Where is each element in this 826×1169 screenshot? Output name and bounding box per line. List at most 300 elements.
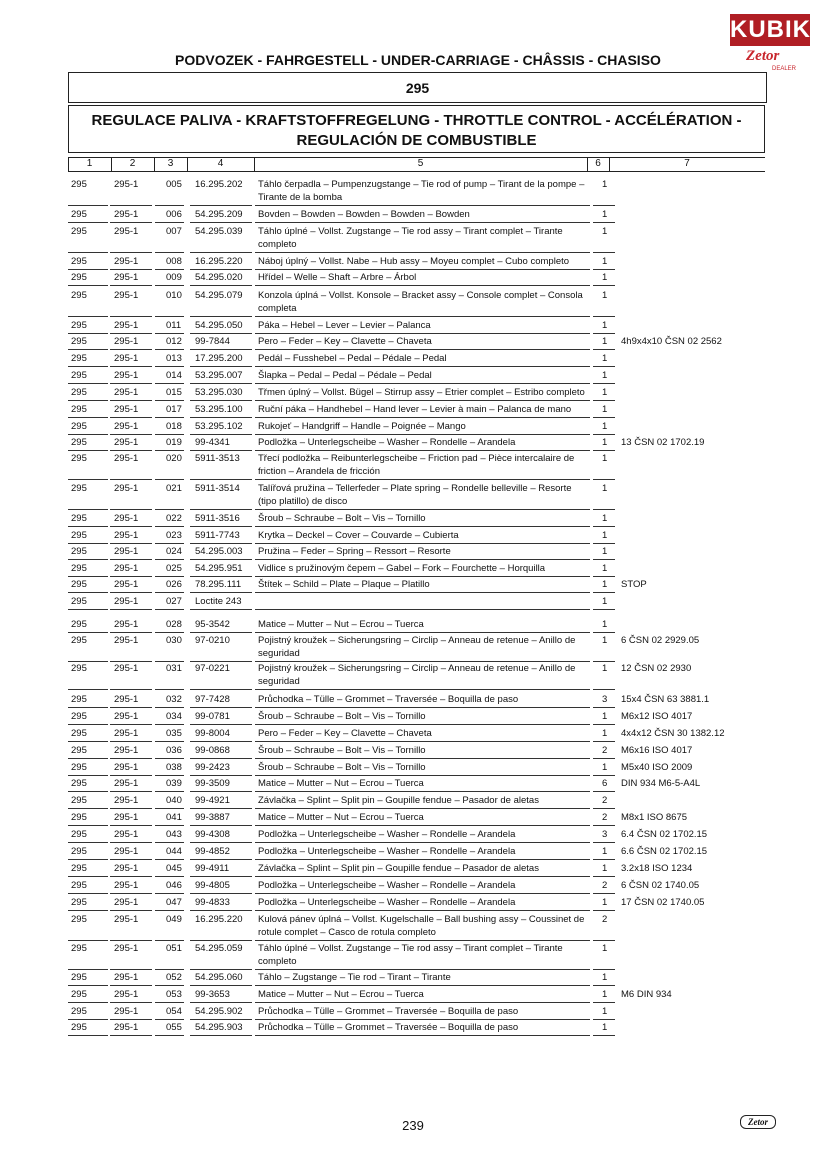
cell-description [258, 546, 590, 559]
row-rule [255, 825, 590, 826]
cell-group: 295 [71, 635, 87, 646]
cell-position: 008 [166, 256, 182, 267]
row-rule [190, 269, 252, 270]
row-rule [190, 1002, 252, 1003]
cell-figure: 295-1 [114, 745, 139, 756]
cell-part-number: 99-4341 [195, 437, 230, 448]
row-rule [110, 543, 152, 544]
cell-quantity: 1 [602, 663, 608, 674]
cell-note: M8x1 ISO 8675 [621, 812, 688, 823]
row-rule [110, 559, 152, 560]
cell-figure: 295-1 [114, 694, 139, 705]
row-rule [68, 543, 108, 544]
cell-quantity: 2 [602, 914, 608, 925]
cell-description [258, 256, 590, 269]
row-rule [68, 775, 108, 776]
description-line: Štítek – Schild – Plate – Plaque – Platillo [258, 579, 430, 590]
row-rule [155, 632, 184, 633]
cell-position: 046 [166, 880, 182, 891]
cell-part-number: 5911-3513 [195, 453, 240, 464]
cell-figure: 295-1 [114, 387, 139, 398]
row-rule [593, 526, 615, 527]
cell-figure: 295-1 [114, 596, 139, 607]
cell-position: 010 [166, 290, 182, 301]
cell-description [258, 846, 590, 859]
cell-part-number: 97-7428 [195, 694, 230, 705]
row-rule [110, 791, 152, 792]
cell-description [258, 353, 590, 366]
cell-position: 027 [166, 596, 182, 607]
cell-group: 295 [71, 619, 87, 630]
cell-figure: 295-1 [114, 972, 139, 983]
cell-group: 295 [71, 453, 87, 464]
cell-note: STOP [621, 579, 647, 590]
row-rule [190, 689, 252, 690]
cell-figure: 295-1 [114, 711, 139, 722]
row-rule [190, 876, 252, 877]
row-rule [255, 205, 590, 206]
cell-group: 295 [71, 778, 87, 789]
row-rule [190, 661, 252, 662]
cell-description [258, 209, 590, 222]
row-rule [190, 400, 252, 401]
cell-figure: 295-1 [114, 421, 139, 432]
cell-description [258, 483, 590, 508]
row-rule [155, 592, 184, 593]
row-rule [155, 775, 184, 776]
row-rule [110, 252, 152, 253]
row-rule [68, 969, 108, 970]
row-rule [110, 450, 152, 451]
description-line: Náboj úplný – Vollst. Nabe – Hub assy – Moyeu complet – Cubo completo [258, 256, 570, 267]
cell-position: 020 [166, 453, 182, 464]
cell-quantity: 1 [602, 897, 608, 908]
cell-part-number: 53.295.102 [195, 421, 243, 432]
description-line: Hřídel – Welle – Shaft – Arbre – Árbol [258, 272, 417, 283]
row-rule [190, 576, 252, 577]
cell-figure: 295-1 [114, 579, 139, 590]
cell-note: 4x4x12 ČSN 30 1382.12 [621, 728, 725, 739]
row-rule [110, 632, 152, 633]
cell-quantity: 1 [602, 353, 608, 364]
cell-figure: 295-1 [114, 404, 139, 415]
cell-description [258, 513, 590, 526]
row-rule [190, 349, 252, 350]
cell-position: 024 [166, 546, 182, 557]
row-rule [68, 450, 108, 451]
row-rule [68, 222, 108, 223]
row-rule [190, 910, 252, 911]
row-rule [155, 876, 184, 877]
cell-note: 17 ČSN 02 1740.05 [621, 897, 705, 908]
cell-description [258, 1006, 590, 1019]
cell-part-number: 99-3653 [195, 989, 230, 1000]
row-rule [110, 758, 152, 759]
cell-part-number: 99-3509 [195, 778, 230, 789]
cell-group: 295 [71, 762, 87, 773]
cell-position: 055 [166, 1022, 182, 1033]
row-rule [110, 859, 152, 860]
row-rule [255, 859, 590, 860]
column-header-row [68, 157, 765, 172]
cell-group: 295 [71, 972, 87, 983]
row-rule [68, 349, 108, 350]
row-rule [190, 252, 252, 253]
row-rule [190, 791, 252, 792]
cell-description [258, 762, 590, 775]
row-rule [255, 609, 590, 610]
row-rule [68, 1035, 108, 1036]
row-rule [110, 592, 152, 593]
row-rule [255, 775, 590, 776]
cell-quantity: 2 [602, 880, 608, 891]
row-rule [110, 205, 152, 206]
cell-description [258, 972, 590, 985]
cell-position: 005 [166, 179, 182, 190]
row-rule [68, 576, 108, 577]
cell-part-number: 99-0781 [195, 711, 230, 722]
cell-position: 014 [166, 370, 182, 381]
cell-part-number: 54.295.903 [195, 1022, 243, 1033]
row-rule [190, 808, 252, 809]
cell-position: 040 [166, 795, 182, 806]
column-header-3: 3 [167, 158, 174, 169]
row-rule [68, 1002, 108, 1003]
row-rule [255, 1002, 590, 1003]
row-rule [593, 479, 615, 480]
row-rule [593, 349, 615, 350]
row-rule [255, 808, 590, 809]
row-rule [255, 333, 590, 334]
row-rule [68, 859, 108, 860]
row-rule [593, 269, 615, 270]
row-rule [190, 859, 252, 860]
cell-quantity: 1 [602, 579, 608, 590]
description-line: Třmen úplný – Vollst. Bügel – Stirrup assy – Etrier complet – Estribo completo [258, 387, 585, 398]
row-rule [190, 724, 252, 725]
cell-group: 295 [71, 546, 87, 557]
cell-part-number: 5911-3516 [195, 513, 240, 524]
cell-note: 12 ČSN 02 2930 [621, 663, 692, 674]
row-rule [190, 969, 252, 970]
description-line: Podložka – Unterlegscheibe – Washer – Rondelle – Arandela [258, 846, 516, 857]
dealer-logo-text: DEALER [772, 66, 797, 72]
cell-position: 023 [166, 530, 182, 541]
row-rule [110, 940, 152, 941]
cell-position: 028 [166, 619, 182, 630]
cell-quantity: 1 [602, 989, 608, 1000]
cell-part-number: 54.295.050 [195, 320, 243, 331]
cell-part-number: 99-8004 [195, 728, 230, 739]
row-rule [255, 526, 590, 527]
row-rule [255, 450, 590, 451]
row-rule [593, 808, 615, 809]
row-rule [155, 576, 184, 577]
row-rule [110, 1035, 152, 1036]
cell-quantity: 1 [602, 387, 608, 398]
row-rule [593, 689, 615, 690]
row-rule [68, 910, 108, 911]
row-rule [110, 689, 152, 690]
row-rule [110, 366, 152, 367]
row-rule [155, 509, 184, 510]
row-rule [190, 366, 252, 367]
row-rule [110, 707, 152, 708]
description-line: Podložka – Unterlegscheibe – Washer – Rondelle – Arandela [258, 897, 516, 908]
row-rule [110, 910, 152, 911]
cell-figure: 295-1 [114, 290, 139, 301]
row-rule [190, 985, 252, 986]
row-rule [155, 758, 184, 759]
row-rule [593, 316, 615, 317]
row-rule [190, 205, 252, 206]
cell-quantity: 6 [602, 778, 608, 789]
row-rule [255, 741, 590, 742]
cell-group: 295 [71, 437, 87, 448]
row-rule [593, 252, 615, 253]
row-rule [190, 609, 252, 610]
row-rule [110, 285, 152, 286]
cell-description [258, 795, 590, 808]
cell-figure: 295-1 [114, 546, 139, 557]
cell-group: 295 [71, 320, 87, 331]
cell-part-number: 99-0868 [195, 745, 230, 756]
row-rule [255, 479, 590, 480]
row-rule [190, 333, 252, 334]
cell-quantity: 1 [602, 546, 608, 557]
cell-part-number: 99-4308 [195, 829, 230, 840]
description-line: Táhlo úplné – Vollst. Zugstange – Tie rod assy – Tirant complet – Tirante [258, 943, 563, 954]
description-line: Pero – Feder – Key – Clavette – Chaveta [258, 728, 432, 739]
cell-position: 025 [166, 563, 182, 574]
cell-quantity: 1 [602, 421, 608, 432]
cell-position: 019 [166, 437, 182, 448]
cell-quantity: 1 [602, 846, 608, 857]
row-rule [68, 1019, 108, 1020]
cell-position: 031 [166, 663, 182, 674]
cell-description [258, 530, 590, 543]
row-rule [110, 222, 152, 223]
cell-figure: 295-1 [114, 863, 139, 874]
row-rule [68, 592, 108, 593]
cell-group: 295 [71, 728, 87, 739]
row-rule [68, 808, 108, 809]
row-rule [110, 526, 152, 527]
row-rule [255, 791, 590, 792]
row-rule [255, 985, 590, 986]
row-rule [255, 632, 590, 633]
cell-description [258, 437, 590, 450]
row-rule [593, 707, 615, 708]
section-title-line2: REGULACIÓN DE COMBUSTIBLE [296, 132, 537, 149]
row-rule [155, 791, 184, 792]
description-line: completo [258, 238, 297, 250]
cell-quantity: 1 [602, 437, 608, 448]
row-rule [110, 269, 152, 270]
cell-part-number: 54.295.003 [195, 546, 243, 557]
description-line: Ruční páka – Handhebel – Hand lever – Levier à main – Palanca de mano [258, 404, 572, 415]
row-rule [155, 1035, 184, 1036]
row-rule [255, 543, 590, 544]
cell-quantity: 1 [602, 530, 608, 541]
cell-quantity: 1 [602, 320, 608, 331]
cell-quantity: 1 [602, 404, 608, 415]
cell-description [258, 404, 590, 417]
row-rule [593, 417, 615, 418]
row-rule [255, 893, 590, 894]
cell-group: 295 [71, 563, 87, 574]
description-line: Pedál – Fusshebel – Pedal – Pédale – Pedal [258, 353, 447, 364]
row-rule [190, 758, 252, 759]
cell-part-number: 99-4852 [195, 846, 230, 857]
cell-part-number: 54.295.951 [195, 563, 243, 574]
cell-description [258, 745, 590, 758]
cell-quantity: 1 [602, 635, 608, 646]
row-rule [68, 526, 108, 527]
cell-note: M6x16 ISO 4017 [621, 745, 693, 756]
cell-description [258, 370, 590, 383]
row-rule [68, 417, 108, 418]
row-rule [155, 689, 184, 690]
row-rule [68, 383, 108, 384]
row-rule [255, 592, 590, 593]
row-rule [593, 609, 615, 610]
row-rule [593, 576, 615, 577]
row-rule [68, 893, 108, 894]
row-rule [593, 758, 615, 759]
cell-part-number: 54.295.039 [195, 226, 243, 237]
cell-position: 012 [166, 336, 182, 347]
row-rule [68, 609, 108, 610]
column-divider [187, 158, 188, 171]
zetor-logo-text: Zetor [746, 48, 780, 64]
section-title-line1: REGULACE PALIVA - KRAFTSTOFFREGELUNG - THROTTLE CONTROL - ACCÉLÉRATION - [91, 112, 742, 129]
row-rule [593, 876, 615, 877]
row-rule [155, 434, 184, 435]
column-divider [154, 158, 155, 171]
cell-part-number: 16.295.202 [195, 179, 243, 190]
column-header-7: 7 [684, 158, 690, 169]
row-rule [155, 417, 184, 418]
row-rule [68, 316, 108, 317]
cell-figure: 295-1 [114, 778, 139, 789]
description-line: Průchodka – Tülle – Grommet – Traversée – Boquilla de paso [258, 694, 519, 705]
cell-figure: 295-1 [114, 256, 139, 267]
cell-position: 045 [166, 863, 182, 874]
row-rule [593, 285, 615, 286]
row-rule [155, 985, 184, 986]
row-rule [190, 543, 252, 544]
cell-description [258, 336, 590, 349]
row-rule [593, 1002, 615, 1003]
description-line: Podložka – Unterlegscheibe – Washer – Rondelle – Arandela [258, 437, 516, 448]
row-rule [155, 205, 184, 206]
cell-part-number: 53.295.030 [195, 387, 243, 398]
row-rule [190, 509, 252, 510]
row-rule [255, 509, 590, 510]
cell-part-number: 99-2423 [195, 762, 230, 773]
cell-group: 295 [71, 914, 87, 925]
cell-group: 295 [71, 579, 87, 590]
cell-description [258, 812, 590, 825]
row-rule [155, 366, 184, 367]
cell-part-number: 53.295.100 [195, 404, 243, 415]
row-rule [190, 775, 252, 776]
cell-part-number: 99-4921 [195, 795, 230, 806]
row-rule [593, 985, 615, 986]
row-rule [593, 434, 615, 435]
cell-note: 15x4 ČSN 63 3881.1 [621, 694, 710, 705]
row-rule [155, 349, 184, 350]
row-rule [255, 285, 590, 286]
row-rule [190, 940, 252, 941]
row-rule [255, 417, 590, 418]
description-line: Podložka – Unterlegscheibe – Washer – Rondelle – Arandela [258, 880, 516, 891]
cell-quantity: 1 [602, 370, 608, 381]
row-rule [155, 252, 184, 253]
row-rule [255, 269, 590, 270]
row-rule [190, 285, 252, 286]
row-rule [255, 400, 590, 401]
cell-note: M6 DIN 934 [621, 989, 672, 1000]
cell-description [258, 914, 590, 939]
column-header-1: 1 [86, 158, 93, 169]
cell-figure: 295-1 [114, 914, 139, 925]
description-line: Šroub – Schraube – Bolt – Vis – Tornillo [258, 762, 426, 773]
row-rule [190, 559, 252, 560]
row-rule [68, 252, 108, 253]
row-rule [155, 285, 184, 286]
row-rule [190, 592, 252, 593]
cell-position: 015 [166, 387, 182, 398]
row-rule [155, 269, 184, 270]
row-rule [593, 842, 615, 843]
cell-position: 018 [166, 421, 182, 432]
row-rule [255, 576, 590, 577]
cell-part-number: 5911-7743 [195, 530, 240, 541]
row-rule [255, 222, 590, 223]
cell-quantity: 1 [602, 943, 608, 954]
cell-note: M6x12 ISO 4017 [621, 711, 693, 722]
cell-figure: 295-1 [114, 353, 139, 364]
cell-part-number: 54.295.020 [195, 272, 243, 283]
row-rule [68, 509, 108, 510]
cell-quantity: 1 [602, 728, 608, 739]
row-rule [190, 707, 252, 708]
cell-group: 295 [71, 596, 87, 607]
row-rule [155, 825, 184, 826]
row-rule [255, 910, 590, 911]
description-line: Konzola úplná – Vollst. Konsole – Bracket assy – Console complet – Consola [258, 290, 583, 301]
cell-group: 295 [71, 663, 87, 674]
row-rule [255, 707, 590, 708]
cell-part-number: 17.295.200 [195, 353, 243, 364]
row-rule [155, 450, 184, 451]
row-rule [593, 775, 615, 776]
cell-description [258, 563, 590, 576]
cell-description [258, 943, 590, 968]
row-rule [593, 741, 615, 742]
description-line: Šlapka – Pedal – Pedal – Pédale – Pedal [258, 370, 432, 381]
row-rule [593, 400, 615, 401]
row-rule [68, 707, 108, 708]
cell-position: 051 [166, 943, 182, 954]
row-rule [68, 842, 108, 843]
description-line: Bovden – Bowden – Bowden – Bowden – Bowden [258, 209, 470, 220]
row-rule [68, 724, 108, 725]
cell-note: 6.4 ČSN 02 1702.15 [621, 829, 708, 840]
row-rule [190, 222, 252, 223]
